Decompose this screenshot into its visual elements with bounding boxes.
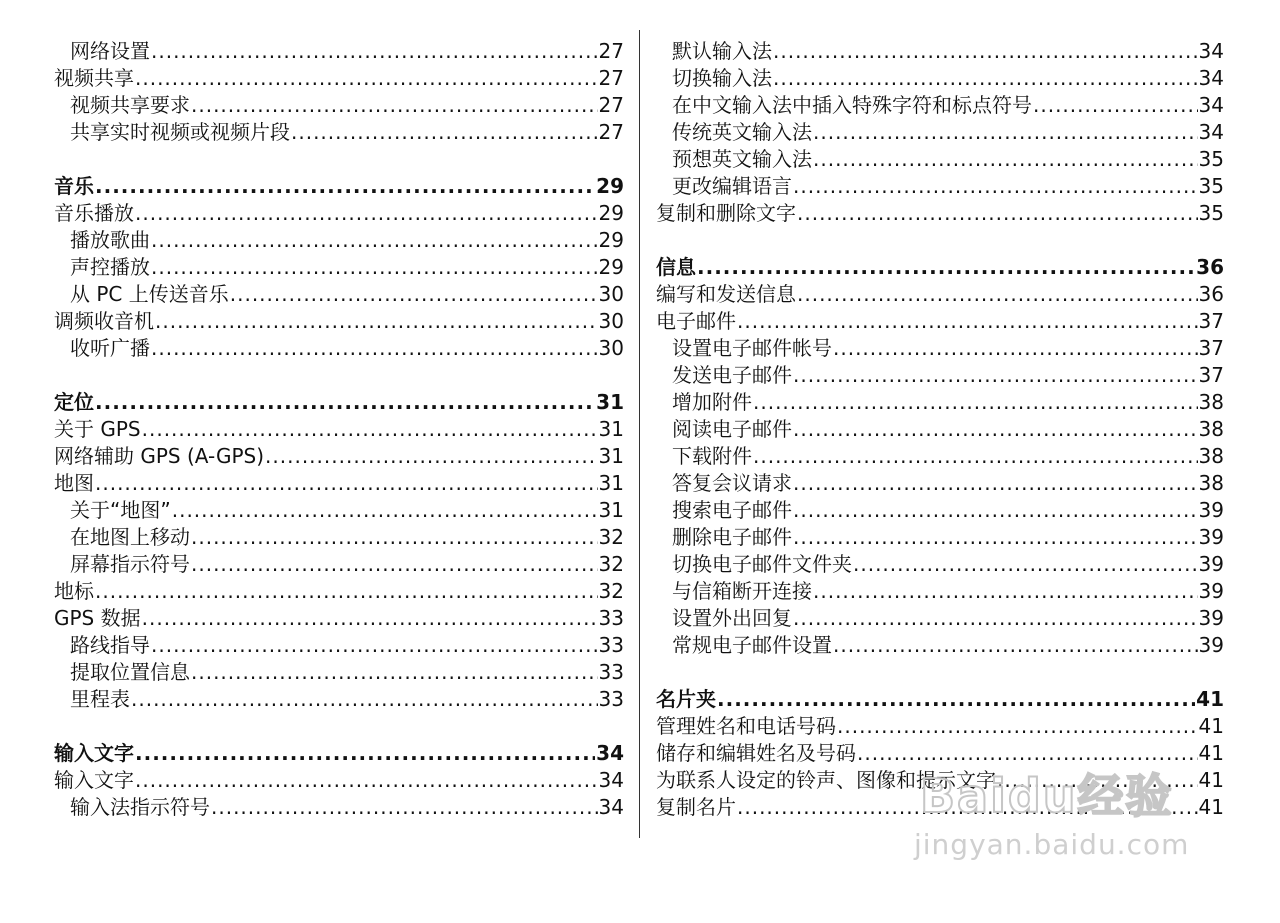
toc-column-left <box>54 38 624 821</box>
toc-entry[interactable] <box>54 632 624 659</box>
toc-leader-dots <box>793 497 1198 524</box>
toc-section-heading[interactable] <box>54 740 624 767</box>
toc-page-number: 30 <box>598 336 624 360</box>
toc-entry[interactable] <box>656 632 1224 659</box>
toc-entry[interactable] <box>54 578 624 605</box>
toc-entry[interactable] <box>656 119 1224 146</box>
toc-page-number: 39 <box>1198 498 1224 522</box>
toc-page-number: 29 <box>598 201 624 225</box>
toc-leader-dots <box>793 416 1198 443</box>
toc-section-heading[interactable] <box>656 254 1224 281</box>
toc-page-number: 39 <box>1198 579 1224 603</box>
toc-entry[interactable] <box>54 308 624 335</box>
toc-entry[interactable] <box>656 65 1224 92</box>
toc-entry-label: 管理姓名和电话号码 <box>656 714 836 738</box>
toc-page-number: 36 <box>1196 255 1224 279</box>
toc-leader-dots <box>155 308 598 335</box>
toc-leader-dots <box>151 632 598 659</box>
section-gap <box>54 362 624 389</box>
toc-entry[interactable] <box>54 227 624 254</box>
toc-leader-dots <box>793 362 1198 389</box>
toc-entry-label: 切换输入法 <box>672 66 772 90</box>
section-gap <box>656 659 1224 686</box>
toc-entry[interactable] <box>656 335 1224 362</box>
toc-leader-dots <box>135 740 595 767</box>
toc-page-number: 32 <box>598 525 624 549</box>
toc-leader-dots <box>135 767 598 794</box>
toc-leader-dots <box>151 254 598 281</box>
section-gap <box>54 713 624 740</box>
toc-entry-label: 与信箱断开连接 <box>672 579 812 603</box>
toc-leader-dots <box>230 281 598 308</box>
toc-leader-dots <box>753 443 1198 470</box>
toc-page-number: 32 <box>598 579 624 603</box>
toc-entry[interactable] <box>656 605 1224 632</box>
toc-leader-dots <box>131 686 598 713</box>
toc-entry-label: 编写和发送信息 <box>656 282 796 306</box>
toc-leader-dots <box>793 524 1198 551</box>
toc-entry-label: 增加附件 <box>672 390 752 414</box>
toc-entry[interactable] <box>656 281 1224 308</box>
toc-entry-label: 设置外出回复 <box>672 606 792 630</box>
toc-entry-label: 屏幕指示符号 <box>70 552 190 576</box>
toc-leader-dots <box>135 65 598 92</box>
toc-page-number: 32 <box>598 552 624 576</box>
toc-entry[interactable] <box>54 416 624 443</box>
toc-entry[interactable] <box>54 524 624 551</box>
toc-entry-label: 信息 <box>656 255 696 279</box>
toc-page-number: 35 <box>1198 201 1224 225</box>
toc-page-number: 31 <box>596 390 624 414</box>
toc-leader-dots <box>717 686 1195 713</box>
toc-leader-dots <box>697 254 1195 281</box>
toc-page-number: 38 <box>1198 444 1224 468</box>
toc-entry-label: 从 PC 上传送音乐 <box>70 282 229 306</box>
toc-leader-dots <box>753 389 1198 416</box>
toc-leader-dots <box>833 632 1198 659</box>
toc-leader-dots <box>813 578 1198 605</box>
toc-entry-label: 声控播放 <box>70 255 150 279</box>
toc-entry-label: 收听广播 <box>70 336 150 360</box>
toc-page-number: 31 <box>598 471 624 495</box>
toc-page-number: 39 <box>1198 633 1224 657</box>
toc-leader-dots <box>95 389 595 416</box>
toc-entry-label: 切换电子邮件文件夹 <box>672 552 852 576</box>
toc-entry[interactable] <box>656 470 1224 497</box>
toc-page-number: 33 <box>598 687 624 711</box>
toc-entry[interactable] <box>656 740 1224 767</box>
toc-leader-dots <box>191 92 598 119</box>
watermark-url: jingyan.baidu.com <box>914 828 1190 861</box>
toc-leader-dots <box>142 416 598 443</box>
toc-page-number: 27 <box>598 66 624 90</box>
toc-page-number: 34 <box>1198 120 1224 144</box>
toc-leader-dots <box>291 119 598 146</box>
toc-entry[interactable] <box>54 119 624 146</box>
section-gap <box>656 227 1224 254</box>
toc-entry-label: 默认输入法 <box>672 39 772 63</box>
toc-leader-dots <box>813 146 1198 173</box>
toc-page-number: 30 <box>598 282 624 306</box>
toc-page-number: 29 <box>598 228 624 252</box>
toc-page-number: 33 <box>598 660 624 684</box>
toc-entry[interactable] <box>656 578 1224 605</box>
toc-leader-dots <box>191 524 598 551</box>
toc-page-number: 35 <box>1198 174 1224 198</box>
section-gap <box>54 146 624 173</box>
watermark-logo: Baidu经验 <box>920 769 1174 823</box>
toc-entry[interactable] <box>54 794 624 821</box>
toc-leader-dots <box>853 551 1198 578</box>
toc-entry[interactable] <box>54 254 624 281</box>
toc-leader-dots <box>793 173 1198 200</box>
toc-entry[interactable] <box>656 713 1224 740</box>
toc-leader-dots <box>997 767 1198 794</box>
toc-entry[interactable] <box>54 443 624 470</box>
toc-leader-dots <box>95 470 598 497</box>
toc-section-heading[interactable] <box>54 173 624 200</box>
toc-leader-dots <box>135 200 598 227</box>
toc-page-number: 27 <box>598 39 624 63</box>
toc-page-number: 34 <box>596 741 624 765</box>
toc-column-right <box>656 38 1224 821</box>
toc-entry-label: 里程表 <box>70 687 130 711</box>
toc-page-number: 35 <box>1198 147 1224 171</box>
toc-page-number: 39 <box>1198 525 1224 549</box>
toc-entry-label: 地图 <box>54 471 94 495</box>
toc-leader-dots <box>265 443 598 470</box>
toc-entry-label: 更改编辑语言 <box>672 174 792 198</box>
toc-page-number: 31 <box>598 498 624 522</box>
toc-leader-dots <box>837 713 1198 740</box>
toc-leader-dots <box>191 659 598 686</box>
toc-entry-label: 为联系人设定的铃声、图像和提示文字 <box>656 768 996 792</box>
toc-page-number: 31 <box>598 444 624 468</box>
toc-entry-label: 搜索电子邮件 <box>672 498 792 522</box>
toc-entry-label: 答复会议请求 <box>672 471 792 495</box>
toc-leader-dots <box>151 227 598 254</box>
toc-entry-label: 音乐播放 <box>54 201 134 225</box>
toc-page-number: 37 <box>1198 363 1224 387</box>
toc-page-number: 39 <box>1198 606 1224 630</box>
toc-page-number: 29 <box>596 174 624 198</box>
toc-entry[interactable] <box>656 173 1224 200</box>
toc-page-number: 33 <box>598 606 624 630</box>
toc-page-number: 41 <box>1198 795 1224 819</box>
toc-entry[interactable] <box>656 524 1224 551</box>
toc-page-number: 37 <box>1198 336 1224 360</box>
toc-entry[interactable] <box>656 308 1224 335</box>
toc-entry-label: 输入法指示符号 <box>70 795 210 819</box>
toc-entry-label: 下载附件 <box>672 444 752 468</box>
toc-entry-label: GPS 数据 <box>54 606 141 630</box>
toc-leader-dots <box>793 605 1198 632</box>
toc-leader-dots <box>1033 92 1198 119</box>
toc-leader-dots <box>797 200 1198 227</box>
toc-leader-dots <box>151 335 598 362</box>
toc-entry-label: 视频共享要求 <box>70 93 190 117</box>
toc-entry[interactable] <box>656 146 1224 173</box>
toc-entry-label: 地标 <box>54 579 94 603</box>
toc-leader-dots <box>191 551 598 578</box>
toc-leader-dots <box>773 65 1198 92</box>
toc-entry-label: 调频收音机 <box>54 309 154 333</box>
toc-page-number: 34 <box>1198 93 1224 117</box>
toc-entry-label: 网络设置 <box>70 39 150 63</box>
toc-entry[interactable] <box>656 416 1224 443</box>
toc-page-number: 30 <box>598 309 624 333</box>
toc-leader-dots <box>737 308 1198 335</box>
toc-page-number: 27 <box>598 120 624 144</box>
toc-page-number: 27 <box>598 93 624 117</box>
toc-entry-label: 关于 GPS <box>54 417 141 441</box>
toc-entry-label: 定位 <box>54 390 94 414</box>
toc-entry[interactable] <box>54 605 624 632</box>
toc-page-number: 41 <box>1198 768 1224 792</box>
toc-page-number: 34 <box>1198 66 1224 90</box>
toc-page-number: 34 <box>598 795 624 819</box>
toc-leader-dots <box>833 335 1198 362</box>
toc-entry[interactable] <box>656 767 1224 794</box>
toc-entry[interactable] <box>54 200 624 227</box>
toc-entry[interactable] <box>54 65 624 92</box>
toc-entry-label: 共享实时视频或视频片段 <box>70 120 290 144</box>
toc-page-number: 34 <box>598 768 624 792</box>
toc-leader-dots <box>797 281 1198 308</box>
toc-section-heading[interactable] <box>656 686 1224 713</box>
toc-page-number: 41 <box>1198 741 1224 765</box>
toc-entry-label: 预想英文输入法 <box>672 147 812 171</box>
toc-entry-label: 在中文输入法中插入特殊字符和标点符号 <box>672 93 1032 117</box>
toc-entry-label: 删除电子邮件 <box>672 525 792 549</box>
toc-page-number: 41 <box>1198 714 1224 738</box>
toc-leader-dots <box>773 38 1198 65</box>
toc-page-number: 41 <box>1196 687 1224 711</box>
toc-entry[interactable] <box>656 362 1224 389</box>
toc-page-number: 39 <box>1198 552 1224 576</box>
toc-page-number: 37 <box>1198 309 1224 333</box>
toc-entry[interactable] <box>656 92 1224 119</box>
toc-entry[interactable] <box>54 686 624 713</box>
toc-page-number: 38 <box>1198 390 1224 414</box>
column-divider <box>639 30 640 838</box>
toc-entry-label: 输入文字 <box>54 768 134 792</box>
toc-leader-dots <box>151 38 598 65</box>
toc-entry-label: 关于“地图” <box>70 498 171 522</box>
toc-leader-dots <box>737 794 1198 821</box>
toc-leader-dots <box>172 497 598 524</box>
toc-entry[interactable] <box>54 497 624 524</box>
toc-entry-label: 常规电子邮件设置 <box>672 633 832 657</box>
toc-entry-label: 播放歌曲 <box>70 228 150 252</box>
toc-entry-label: 视频共享 <box>54 66 134 90</box>
toc-entry-label: 设置电子邮件帐号 <box>672 336 832 360</box>
toc-entry-label: 储存和编辑姓名及号码 <box>656 741 856 765</box>
toc-page-number: 36 <box>1198 282 1224 306</box>
toc-entry[interactable] <box>54 551 624 578</box>
toc-entry[interactable] <box>54 281 624 308</box>
toc-entry-label: 在地图上移动 <box>70 525 190 549</box>
toc-entry-label: 复制和删除文字 <box>656 201 796 225</box>
toc-entry[interactable] <box>656 794 1224 821</box>
toc-entry[interactable] <box>656 38 1224 65</box>
toc-entry-label: 输入文字 <box>54 741 134 765</box>
toc-entry-label: 传统英文输入法 <box>672 120 812 144</box>
toc-entry-label: 提取位置信息 <box>70 660 190 684</box>
toc-leader-dots <box>142 605 598 632</box>
toc-entry[interactable] <box>54 470 624 497</box>
toc-page-number: 38 <box>1198 471 1224 495</box>
toc-entry-label: 名片夹 <box>656 687 716 711</box>
toc-entry-label: 路线指导 <box>70 633 150 657</box>
toc-entry[interactable] <box>54 335 624 362</box>
toc-entry-label: 发送电子邮件 <box>672 363 792 387</box>
toc-entry[interactable] <box>54 659 624 686</box>
toc-leader-dots <box>95 578 598 605</box>
toc-page-number: 31 <box>598 417 624 441</box>
toc-entry[interactable] <box>656 389 1224 416</box>
toc-entry[interactable] <box>656 497 1224 524</box>
toc-entry-label: 网络辅助 GPS (A-GPS) <box>54 444 265 468</box>
toc-leader-dots <box>813 119 1198 146</box>
toc-entry-label: 电子邮件 <box>656 309 736 333</box>
toc-page-number: 38 <box>1198 417 1224 441</box>
toc-entry-label: 音乐 <box>54 174 94 198</box>
toc-leader-dots <box>857 740 1198 767</box>
toc-page-number: 29 <box>598 255 624 279</box>
toc-page-number: 33 <box>598 633 624 657</box>
toc-entry-label: 复制名片 <box>656 795 736 819</box>
toc-leader-dots <box>211 794 598 821</box>
toc-entry[interactable] <box>656 443 1224 470</box>
toc-page-number: 34 <box>1198 39 1224 63</box>
toc-entry[interactable] <box>54 92 624 119</box>
toc-entry[interactable] <box>54 767 624 794</box>
toc-entry-label: 阅读电子邮件 <box>672 417 792 441</box>
toc-section-heading[interactable] <box>54 389 624 416</box>
toc-entry[interactable] <box>656 551 1224 578</box>
toc-entry[interactable] <box>54 38 624 65</box>
toc-entry[interactable] <box>656 200 1224 227</box>
toc-leader-dots <box>95 173 595 200</box>
toc-leader-dots <box>793 470 1198 497</box>
